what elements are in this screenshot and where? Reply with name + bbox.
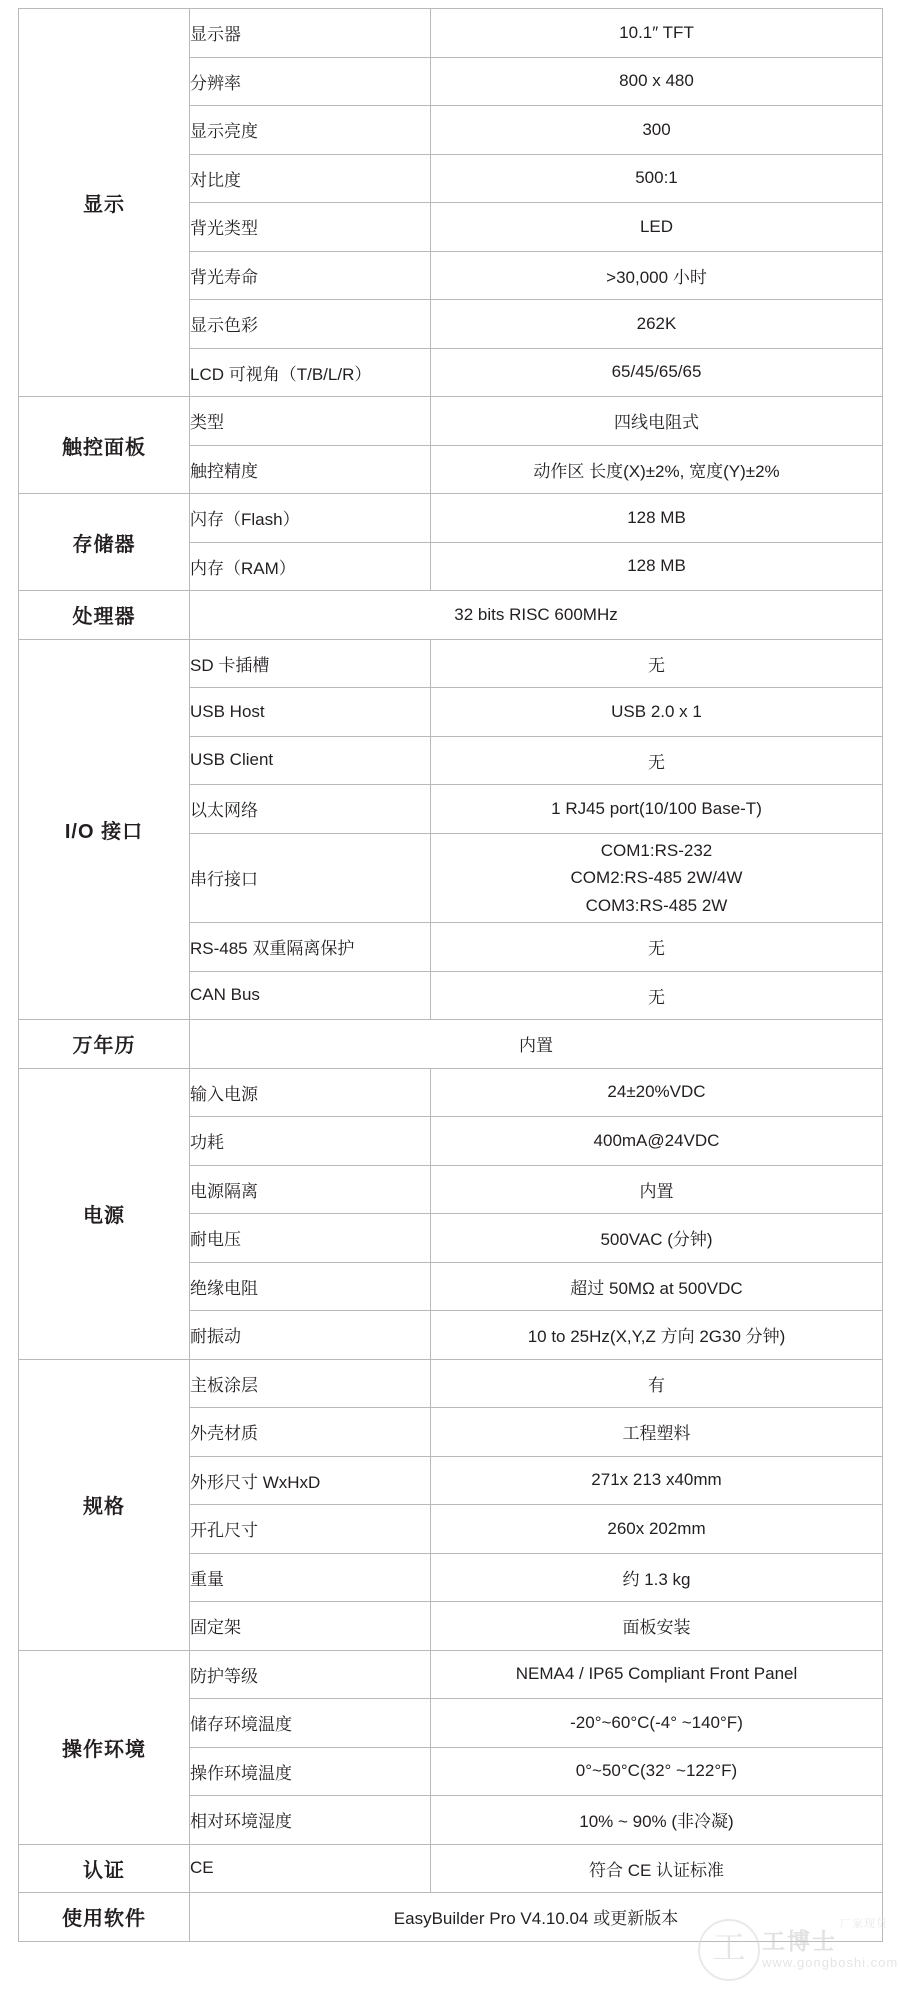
item-cell: 以太网络	[190, 785, 431, 834]
item-cell: 固定架	[190, 1602, 431, 1651]
value-cell: 500:1	[431, 154, 883, 203]
value-cell: 四线电阻式	[431, 397, 883, 446]
value-cell: 0°~50°C(32° ~122°F)	[431, 1747, 883, 1796]
category-cell: 显示	[19, 9, 190, 397]
value-cell	[431, 833, 883, 923]
value-cell: 无	[431, 971, 883, 1020]
value-cell: 工程塑料	[431, 1408, 883, 1457]
category-cell: 处理器	[19, 591, 190, 640]
table-row	[19, 494, 883, 543]
item-cell: CE	[190, 1844, 431, 1893]
category-cell: 万年历	[19, 1020, 190, 1069]
value-cell: 32 bits RISC 600MHz	[190, 591, 883, 640]
table-row	[19, 1359, 883, 1408]
value-cell: 260x 202mm	[431, 1505, 883, 1554]
value-cell: 约 1.3 kg	[431, 1553, 883, 1602]
value-cell: 128 MB	[431, 542, 883, 591]
category-cell: 操作环境	[19, 1650, 190, 1844]
item-cell: 类型	[190, 397, 431, 446]
value-cell: -20°~60°C(-4° ~140°F)	[431, 1699, 883, 1748]
value-cell: 271x 213 x40mm	[431, 1456, 883, 1505]
item-cell: 电源隔离	[190, 1165, 431, 1214]
item-cell: 背光寿命	[190, 251, 431, 300]
value-cell: LED	[431, 203, 883, 252]
table-row	[19, 397, 883, 446]
item-cell: 显示器	[190, 9, 431, 58]
value-cell: 内置	[431, 1165, 883, 1214]
item-cell: 输入电源	[190, 1068, 431, 1117]
specification-sheet	[18, 8, 883, 1942]
item-cell: 闪存（Flash）	[190, 494, 431, 543]
item-cell: 防护等级	[190, 1650, 431, 1699]
value-cell: >30,000 小时	[431, 251, 883, 300]
category-cell: I/O 接口	[19, 639, 190, 1020]
table-row	[19, 1068, 883, 1117]
item-cell: USB Client	[190, 736, 431, 785]
item-cell: 主板涂层	[190, 1359, 431, 1408]
table-row	[19, 639, 883, 688]
value-line: COM2:RS-485 2W/4W	[570, 868, 743, 888]
value-cell: 10.1″ TFT	[431, 9, 883, 58]
value-cell: 300	[431, 106, 883, 155]
table-row	[19, 1020, 883, 1069]
item-cell: CAN Bus	[190, 971, 431, 1020]
watermark-tag: 厂家现货	[840, 1918, 888, 1930]
item-cell: RS-485 双重隔离保护	[190, 923, 431, 972]
item-cell: 内存（RAM）	[190, 542, 431, 591]
item-cell: 耐振动	[190, 1311, 431, 1360]
item-cell: USB Host	[190, 688, 431, 737]
value-cell: 面板安装	[431, 1602, 883, 1651]
value-cell: 400mA@24VDC	[431, 1117, 883, 1166]
item-cell: 储存环境温度	[190, 1699, 431, 1748]
item-cell: 串行接口	[190, 833, 431, 923]
value-cell: 无	[431, 923, 883, 972]
value-cell: 800 x 480	[431, 57, 883, 106]
value-cell: USB 2.0 x 1	[431, 688, 883, 737]
item-cell: 对比度	[190, 154, 431, 203]
category-cell: 规格	[19, 1359, 190, 1650]
value-cell: 10 to 25Hz(X,Y,Z 方向 2G30 分钟)	[431, 1311, 883, 1360]
value-cell: 262K	[431, 300, 883, 349]
value-cell: EasyBuilder Pro V4.10.04 或更新版本	[190, 1893, 883, 1942]
item-cell: 相对环境湿度	[190, 1796, 431, 1845]
item-cell: 操作环境温度	[190, 1747, 431, 1796]
value-line: COM1:RS-232	[600, 840, 713, 860]
item-cell: 触控精度	[190, 445, 431, 494]
table-row	[19, 1844, 883, 1893]
value-cell: 500VAC (分钟)	[431, 1214, 883, 1263]
watermark-logo-icon: 工	[698, 1919, 760, 1981]
value-cell: 24±20%VDC	[431, 1068, 883, 1117]
value-cell: 65/45/65/65	[431, 348, 883, 397]
item-cell: 绝缘电阻	[190, 1262, 431, 1311]
value-cell: 有	[431, 1359, 883, 1408]
item-cell: 显示亮度	[190, 106, 431, 155]
item-cell: 外壳材质	[190, 1408, 431, 1457]
item-cell: 耐电压	[190, 1214, 431, 1263]
value-cell: 无	[431, 639, 883, 688]
table-row	[19, 591, 883, 640]
value-cell: 无	[431, 736, 883, 785]
item-cell: 显示色彩	[190, 300, 431, 349]
watermark-subtitle: www.gongboshi.com	[762, 1955, 899, 1970]
category-cell: 使用软件	[19, 1893, 190, 1942]
value-line: COM3:RS-485 2W	[585, 895, 728, 915]
table-row	[19, 1650, 883, 1699]
category-cell: 触控面板	[19, 397, 190, 494]
specification-table-body	[19, 9, 883, 1942]
item-cell: SD 卡插槽	[190, 639, 431, 688]
item-cell: 开孔尺寸	[190, 1505, 431, 1554]
watermark-title: 工博士	[762, 1928, 837, 1954]
category-cell: 存储器	[19, 494, 190, 591]
value-cell: 动作区 长度(X)±2%, 宽度(Y)±2%	[431, 445, 883, 494]
item-cell: 功耗	[190, 1117, 431, 1166]
value-cell: 1 RJ45 port(10/100 Base-T)	[431, 785, 883, 834]
item-cell: LCD 可视角（T/B/L/R）	[190, 348, 431, 397]
category-cell: 认证	[19, 1844, 190, 1893]
specification-table	[18, 8, 883, 1942]
category-cell: 电源	[19, 1068, 190, 1359]
value-cell: NEMA4 / IP65 Compliant Front Panel	[431, 1650, 883, 1699]
item-cell: 背光类型	[190, 203, 431, 252]
value-cell: 符合 CE 认证标准	[431, 1844, 883, 1893]
value-cell: 超过 50MΩ at 500VDC	[431, 1262, 883, 1311]
value-cell: 10% ~ 90% (非冷凝)	[431, 1796, 883, 1845]
table-row	[19, 9, 883, 58]
item-cell: 重量	[190, 1553, 431, 1602]
item-cell: 外形尺寸 WxHxD	[190, 1456, 431, 1505]
item-cell: 分辨率	[190, 57, 431, 106]
table-row	[19, 1893, 883, 1942]
value-cell: 内置	[190, 1020, 883, 1069]
value-cell: 128 MB	[431, 494, 883, 543]
